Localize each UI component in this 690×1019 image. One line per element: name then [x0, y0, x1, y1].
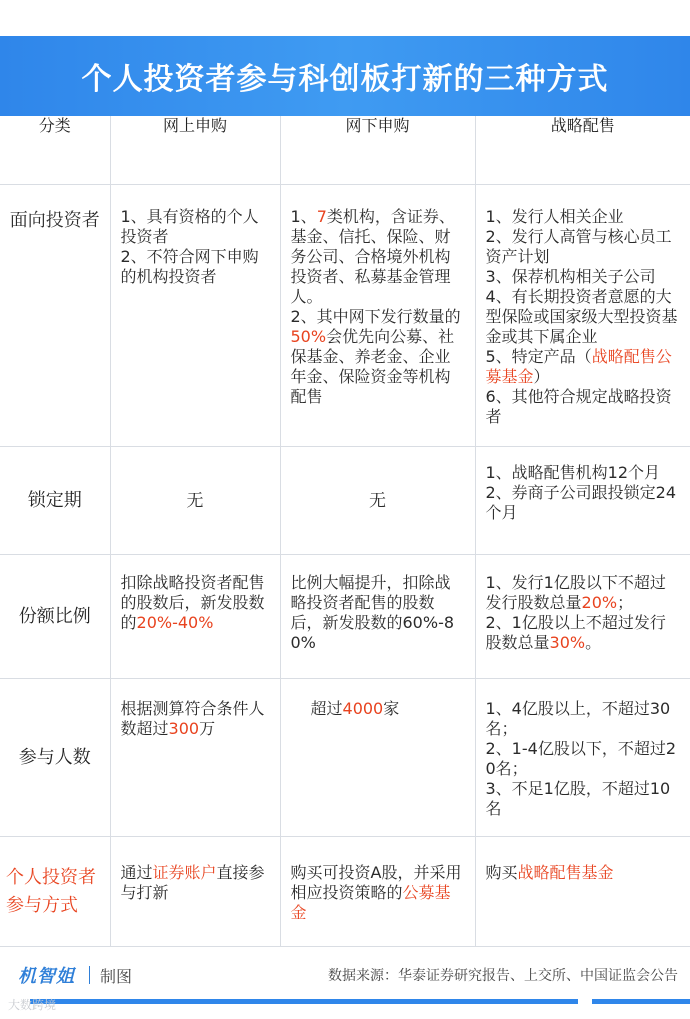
row-quota — [0, 555, 690, 679]
text-span: 1、 — [290, 207, 317, 226]
highlight-text: 50% — [290, 327, 327, 346]
cell-strategic-participants — [475, 679, 690, 837]
text-line: 1、战略配售机构12个月 — [485, 463, 661, 482]
text-span: 直接参与打新 — [120, 863, 265, 902]
text-line — [486, 347, 679, 387]
top-strip — [0, 0, 690, 36]
highlight-text: 30% — [549, 633, 586, 652]
row-participants — [0, 679, 690, 837]
highlight-text: 战略配售基金 — [517, 863, 614, 882]
text-line — [486, 613, 679, 653]
header-category: 分类 — [0, 116, 110, 185]
cell-strategic-method — [475, 837, 690, 947]
text-span: 2、其中网下发行数量的 — [290, 307, 461, 326]
text-line: 2、不符合网下申购的机构投资者 — [120, 247, 259, 286]
footer-divider — [89, 966, 90, 984]
footer — [0, 950, 690, 1000]
header-row — [0, 116, 690, 185]
highlight-text: 公募基金 — [290, 883, 451, 922]
text-line — [291, 307, 463, 407]
highlight-text: 300 — [168, 719, 200, 738]
header-strategic: 战略配售 — [475, 116, 690, 185]
text-span: 1、发行1亿股以下不超过发行股数总量 — [485, 573, 666, 612]
text-span: 类机构，含证券、基金、信托、保险、财务公司、合格境外机构投资者、私募基金管理人。 — [290, 207, 455, 306]
cell-online-quota — [110, 555, 280, 679]
row-label-lockup: 锁定期 — [0, 447, 110, 555]
text-span: 。 — [585, 633, 602, 652]
text-span: 2、1亿股以上不超过发行股数总量 — [485, 613, 666, 652]
highlight-text: 20%-40% — [136, 613, 214, 632]
made-label: 制图 — [100, 966, 133, 986]
cell-strategic-lockup — [475, 447, 690, 555]
row-lockup — [0, 447, 690, 555]
text-span: 超过 — [310, 699, 343, 718]
header-online: 网上申购 — [110, 116, 280, 185]
row-label-investors: 面向投资者 — [0, 185, 110, 447]
cell-strategic-investors — [475, 185, 690, 447]
highlight-text: 战略配售公募基金 — [485, 347, 672, 386]
highlight-text: 证券账户 — [152, 863, 217, 882]
text-span: 会优先向公募、社保基金、养老金、企业年金、保险资金等机构配售 — [290, 327, 455, 406]
row-method — [0, 837, 690, 947]
text-span: ； — [617, 593, 634, 612]
source-note: 数据来源：华泰证券研究报告、上交所、中国证监会公告 — [328, 968, 678, 984]
row-investors — [0, 185, 690, 447]
text-line: 1、4亿股以上，不超过30名； — [485, 699, 671, 738]
comparison-table — [0, 116, 690, 947]
page-title: 个人投资者参与科创板打新的三种方式 — [0, 36, 690, 116]
cell-offline-quota: 比例大幅提升，扣除战略投资者配售的股数后，新发股数的60%-80% — [280, 555, 475, 679]
cell-strategic-quota — [475, 555, 690, 679]
cell-offline-investors — [280, 185, 475, 447]
row-label-participants: 参与人数 — [0, 679, 110, 837]
cell-offline-method — [280, 837, 475, 947]
text-span: 万 — [199, 719, 216, 738]
cell-offline-lockup: 无 — [280, 447, 475, 555]
row-label-method: 个人投资者参与方式 — [0, 837, 110, 947]
text-line: 6、其他符合规定战略投资者 — [485, 387, 672, 426]
cell-online-investors — [110, 185, 280, 447]
text-span: ） — [533, 367, 550, 386]
highlight-text: 4000 — [342, 699, 384, 718]
text-line — [291, 207, 463, 307]
cell-online-participants — [110, 679, 280, 837]
text-line: 1、发行人相关企业 — [485, 207, 624, 226]
row-label-quota: 份额比例 — [0, 555, 110, 679]
brand-logo: 机智姐 — [18, 966, 75, 987]
text-span: 购买可投资A股，并采用相应投资策略的 — [290, 863, 462, 902]
header-offline: 网下申购 — [280, 116, 475, 185]
text-line — [486, 573, 679, 613]
text-span: 根据测算符合条件人数超过 — [120, 699, 265, 738]
watermark: 大数跨境 — [8, 998, 57, 1012]
text-line: 4、有长期投资者意愿的大型保险或国家级大型投资基金或其下属企业 — [485, 287, 678, 346]
text-span: 通过 — [120, 863, 153, 882]
bottom-accent-bar — [30, 999, 578, 1004]
text-line: 2、券商子公司跟投锁定24个月 — [485, 483, 677, 522]
text-line: 2、发行人高管与核心员工资产计划 — [485, 227, 672, 266]
bottom-accent-bar-right — [592, 999, 690, 1004]
cell-online-method — [110, 837, 280, 947]
text-span: 5、特定产品（ — [485, 347, 592, 366]
text-span: 购买 — [485, 863, 518, 882]
text-line: 1、具有资格的个人投资者 — [120, 207, 259, 246]
highlight-text: 7 — [316, 207, 327, 226]
text-line: 3、保荐机构相关子公司 — [485, 267, 656, 286]
highlight-text: 20% — [581, 593, 618, 612]
cell-offline-participants — [280, 679, 475, 837]
text-span: 扣除战略投资者配售的股数后，新发股数的 — [120, 573, 265, 632]
cell-online-lockup: 无 — [110, 447, 280, 555]
text-line: 2、1-4亿股以下，不超过20名； — [485, 739, 676, 778]
text-line: 3、不足1亿股，不超过10名 — [485, 779, 671, 818]
text-span: 家 — [383, 699, 400, 718]
